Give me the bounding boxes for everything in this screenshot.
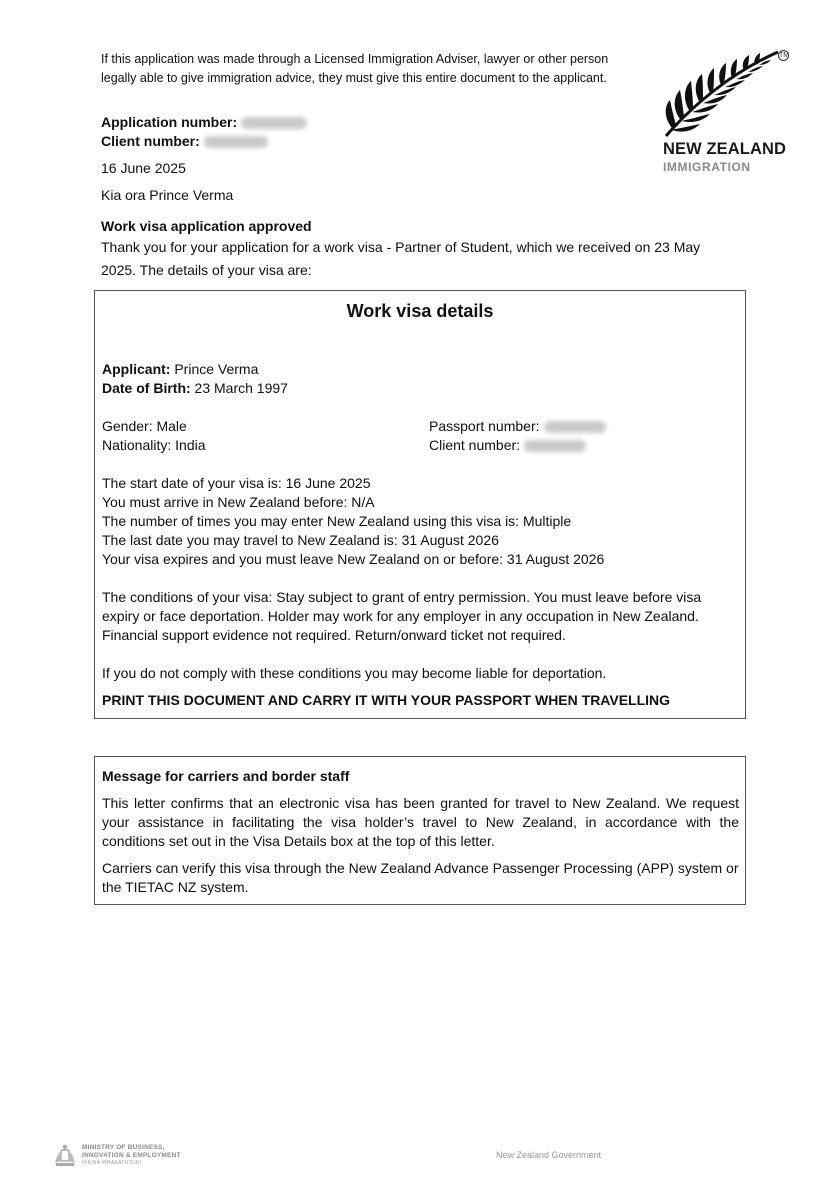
silver-fern-icon xyxy=(660,48,780,140)
nationality: Nationality: India xyxy=(102,437,206,453)
client-number-row xyxy=(101,132,268,151)
nz-coat-of-arms-icon xyxy=(52,1143,78,1169)
mbie-line-2: INNOVATION & EMPLOYMENT xyxy=(82,1151,181,1159)
approval-heading: Work visa application approved xyxy=(101,218,312,234)
visa-details-box xyxy=(94,290,746,719)
box-client-row xyxy=(429,436,586,455)
client-number-redacted xyxy=(204,136,268,148)
applicant-row xyxy=(102,360,258,379)
expiry-date: Your visa expires and you must leave New Zealand on or before: 31 August 2026 xyxy=(102,551,605,567)
gender: Gender: Male xyxy=(102,418,187,434)
mbie-footer-logo xyxy=(52,1143,212,1169)
carriers-message-box xyxy=(94,756,746,905)
box-client-label: Client number: xyxy=(429,437,521,453)
nz-immigration-logo xyxy=(660,48,790,178)
application-number-row xyxy=(101,113,307,132)
carriers-heading: Message for carriers and border staff xyxy=(102,768,350,784)
passport-label: Passport number: xyxy=(429,418,540,434)
last-travel-date: The last date you may travel to New Zealand is: 31 August 2026 xyxy=(102,532,499,548)
applicant-value: Prince Verma xyxy=(170,361,259,377)
dob-row xyxy=(102,379,288,398)
adviser-notice-line-1: If this application was made through a Licensed Immigration Adviser, lawyer or other person xyxy=(101,52,609,66)
logo-immigration: IMMIGRATION xyxy=(663,160,751,174)
mbie-maori-name: HĪKINA WHAKATUTUKI xyxy=(82,1160,142,1166)
passport-number-redacted xyxy=(544,421,606,433)
visa-details-title: Work visa details xyxy=(346,301,494,321)
applicant-label: Applicant: xyxy=(102,361,171,377)
start-date: The start date of your visa is: 16 June 2025 xyxy=(102,475,371,491)
intro-text: Thank you for your application for a work visa - Partner of Student, which we received on 23 May 2025. The details of your visa are: xyxy=(101,239,701,278)
greeting: Kia ora Prince Verma xyxy=(101,187,234,203)
logo-new-zealand: NEW ZEALAND xyxy=(663,140,787,158)
print-notice: PRINT THIS DOCUMENT AND CARRY IT WITH YOUR PASSPORT WHEN TRAVELLING xyxy=(102,692,671,708)
carriers-paragraph-2: Carriers can verify this visa through the New Zealand Advance Passenger Processing (APP) system or the TIETAC NZ system. xyxy=(102,860,739,895)
trademark-symbol: TM xyxy=(779,52,790,59)
dob-value: 23 March 1997 xyxy=(190,380,288,396)
nz-government-mark: New Zealand Government xyxy=(496,1150,602,1160)
mbie-line-1: MINISTRY OF BUSINESS, xyxy=(82,1144,165,1151)
client-number-label: Client number: xyxy=(101,133,200,149)
arrive-before: You must arrive in New Zealand before: N/A xyxy=(102,494,375,510)
box-client-number-redacted xyxy=(524,440,586,452)
mbie-name xyxy=(82,1144,181,1159)
adviser-notice xyxy=(101,50,641,88)
visa-conditions: The conditions of your visa: Stay subject to grant of entry permission. You must leave before visa expiry or face deportation. Holder may work for any employer in any occupation in New Zealand. Financial support evidence not required. Return/onward ticket not required. xyxy=(102,589,702,643)
dob-label: Date of Birth: xyxy=(102,380,191,396)
comply-warning: If you do not comply with these conditions you may become liable for deportation. xyxy=(102,665,607,681)
letter-date: 16 June 2025 xyxy=(101,160,186,176)
adviser-notice-line-2: legally able to give immigration advice, they must give this entire document to the applicant. xyxy=(101,71,607,85)
entries: The number of times you may enter New Zealand using this visa is: Multiple xyxy=(102,513,572,529)
application-number-label: Application number: xyxy=(101,114,238,130)
carriers-paragraph-1: This letter confirms that an electronic visa has been granted for travel to New Zealand. We request your assistance in facilitating the visa holder’s travel to New Zealand, in accordance with the conditions set out in the Visa Details box at the top of this letter. xyxy=(102,795,739,849)
application-number-redacted xyxy=(241,117,307,129)
passport-row xyxy=(429,417,606,436)
